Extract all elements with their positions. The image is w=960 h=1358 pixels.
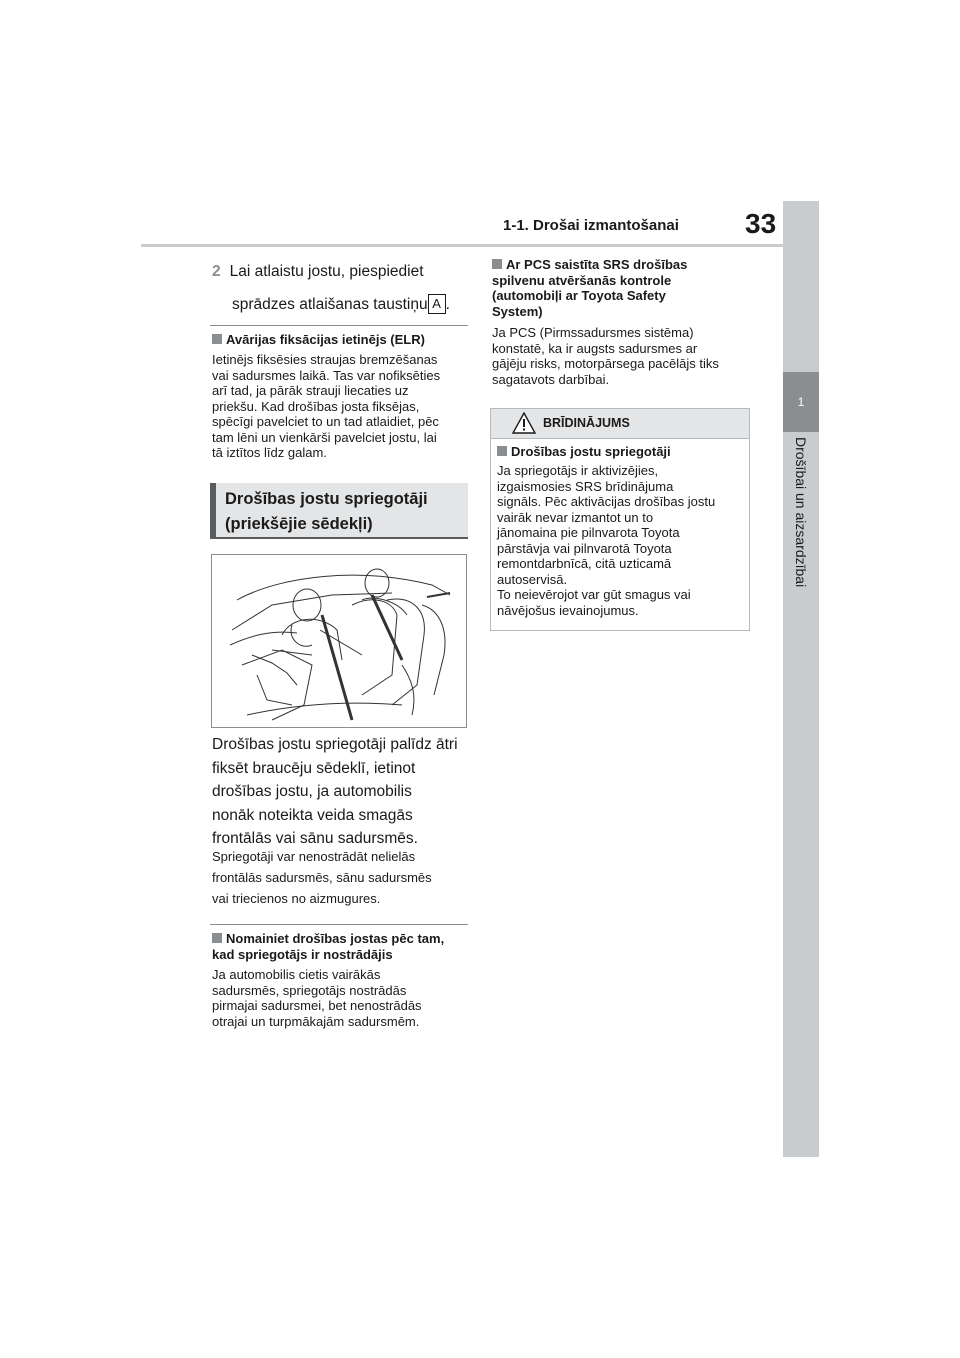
- square-bullet-icon: [212, 334, 222, 344]
- pretensioner-note: Spriegotāji var nenostrādāt nelielās frontālās sadursmēs, sānu sadursmēs vai triecienos no aizmugures.: [212, 849, 432, 906]
- divider: [210, 325, 468, 326]
- step-2: 2 Lai atlaistu jostu, piespiediet sprādzes atlaišanas taustiņu A .: [212, 263, 450, 313]
- replace-text: Ja automobilis cietis vairākās sadursmēs, spriegotājs nostrādās pirmajai sadursmei, bet nenostrādās otrajai un turpmākajām sadursmēm.: [212, 967, 422, 1029]
- warning-text: Ja spriegotājs ir aktivizējies, izgaismosies SRS brīdinājuma signāls. Pēc aktivācijas drošības jostu vairāk nevar izmantot un to jānomaina pie pilnvarota Toyota pārstāvja vai pilnvarotā Toyota remontdarbnīcā, citā uzticamā autoservisā. To neievērojot var gūt smagus vai nāvējošus ievainojumus.: [497, 463, 716, 618]
- replace-heading: Nomainiet drošības jostas pēc tam, kad spriegotājs ir nostrādājis: [212, 931, 445, 962]
- square-bullet-icon: [492, 259, 502, 269]
- square-bullet-icon: [497, 446, 507, 456]
- side-tab-top: [783, 201, 819, 372]
- pcs-text: Ja PCS (Pirmssadursmes sistēma) konstatē, ka ir augsts sadursmes ar gājēju risks, motorpārsega pacēlājs tiks sagatavots darbībai.: [492, 325, 719, 387]
- section-heading: Drošības jostu spriegotāji (priekšējie sēdekļi): [210, 483, 468, 539]
- button-a-badge: A: [428, 294, 446, 314]
- car-interior-drawing: [212, 555, 466, 727]
- square-bullet-icon: [212, 933, 222, 943]
- warning-header: [491, 409, 749, 439]
- page-number: 33: [745, 208, 777, 239]
- warning-heading: Drošības jostu spriegotāji: [497, 444, 671, 460]
- divider: [210, 924, 468, 925]
- pretensioner-text: Drošības jostu spriegotāji palīdz ātri fiksēt braucēju sēdeklī, ietinot drošības jostu, ja automobilis nonāk noteikta veida smagās frontālās vai sānu sadursmēs.: [212, 736, 458, 847]
- elr-heading: Avārijas fiksācijas ietinējs (ELR): [212, 332, 425, 348]
- pcs-heading: Ar PCS saistīta SRS drošības spilvenu atvēršanās kontrole (automobiļi ar Toyota Safety System): [492, 257, 688, 319]
- chapter-side-label: Drošībai un aizsardzībai: [793, 437, 809, 588]
- seatbelt-pretensioner-illustration: [211, 554, 467, 728]
- warning-label: BRĪDINĀJUMS: [543, 416, 630, 430]
- chapter-tab: 1: [783, 372, 819, 432]
- warning-triangle-icon: [512, 412, 536, 434]
- warning-box: [490, 408, 750, 631]
- header-rule: [141, 244, 783, 247]
- elr-text: Ietinējs fiksēsies straujas bremzēšanas vai sadursmes laikā. Tas var nofiksēties arī tad, ja pārāk strauji liecaties uz priekšu. Kad drošības josta fiksējas, spēcīgi pavelciet to un tad atlaidiet, pēc tam lēni un vienkārši pavelciet jostu, lai tā iztītos līdz galam.: [212, 352, 441, 460]
- running-header: 1-1. Drošai izmantošanai: [503, 217, 679, 234]
- step-number: 2: [212, 263, 221, 280]
